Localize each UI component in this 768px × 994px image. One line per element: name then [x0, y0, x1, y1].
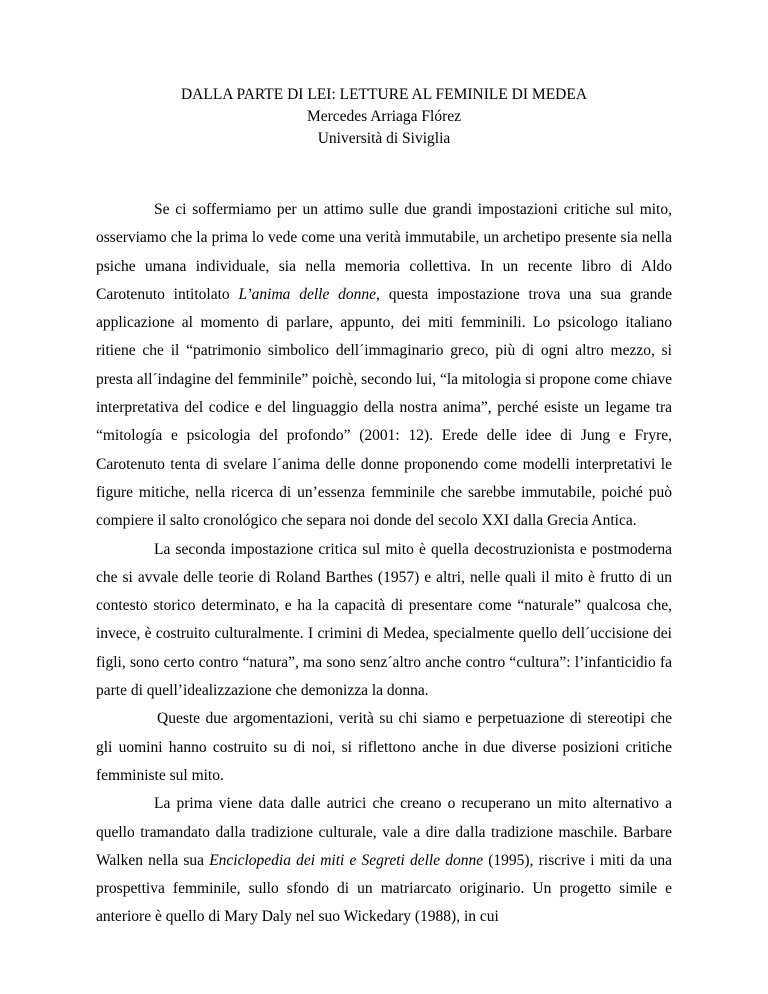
paragraph-2: La seconda impostazione critica sul mito è quella decostruzionista e postmoderna che si avvale delle teorie di Roland Barthes (1957) e altri, nelle quali il mito è frutto di un contesto storico determinato, e ha la capacità di presentare come “naturale” qualcosa che, invece, è costruito culturalmente. I crimini di Medea, specialmente quello dell´uccisione dei figli, sono certo contro “natura”, ma sono senz´altro anche contro “cultura”: l’infanticidio fa parte di quell’idealizzazione che demonizza la donna.	[96, 540, 672, 700]
author-name: Mercedes Arriaga Flórez	[306, 108, 462, 125]
author-affiliation: Università di Siviglia	[317, 130, 451, 147]
document-header	[96, 84, 672, 150]
paragraph-3: Queste due argomentazioni, verità su chi siamo e perpetuazione di stereotipi che gli uomini hanno costruito su di noi, si riflettono anche in due diverse posizioni critiche femministe sul mito.	[96, 710, 672, 784]
document-title: DALLA PARTE DI LEI: LETTURE AL FEMINILE DI MEDEA	[180, 86, 588, 103]
paragraph-1-text-b: , questa impostazione trova una sua grande applicazione al momento di parlare, appunto, dei miti femminili. Lo psicologo italiano ritiene che il “patrimonio simbolico dell´immaginario greco, più di ogni altro mezzo, si presta all´indagine del femminile” poichè, secondo lui, “la mitologia si propone come chiave interpretativa del codice e del linguaggio della nostra anima”, perché esiste un legame tra “mitología e psicologia del profondo” (2001: 12). Erede delle idee di Jung e Fryre, Carotenuto tenta di svelare l´anima delle donne proponendo come modelli interpretativi le figure mitiche, nella ricerca di un’essenza femminile che sarebbe immutabile, poiché può compiere il salto cronológico che separa noi donde del secolo XXI dalla Grecia Antica.	[96, 285, 672, 530]
document-page	[96, 84, 672, 932]
paragraph-1-text-a: Se ci soffermiamo per un attimo sulle due grandi impostazioni critiche sul mito, osserviamo che la prima lo vede come una verità immutabile, un archetipo presente sia nella psiche umana individuale, sia nella memoria collettiva. In un recente libro di Aldo Carotenuto intitolato	[96, 201, 672, 303]
paragraph-4	[96, 790, 672, 931]
paragraph-1	[96, 196, 672, 536]
paragraph-4-text-a: La prima viene data dalle autrici che creano o recuperano un mito alternativo a quello tramandato dalla tradizione culturale, vale a dire dalla tradizione maschile. Barbare Walken nella sua	[96, 795, 672, 869]
book-title-enciclopedia: Enciclopedia dei miti e Segreti delle donne	[209, 851, 484, 869]
book-title-anima-delle-donne: L’anima delle donne	[238, 285, 377, 303]
paragraph-4-text-b: (1995), riscrive i miti da una prospettiva femminile, sullo sfondo di un matriarcato originario. Un progetto simile e anteriore è quello di Mary Daly nel suo Wickedary (1988), in cui	[96, 851, 672, 926]
document-body	[96, 196, 672, 932]
